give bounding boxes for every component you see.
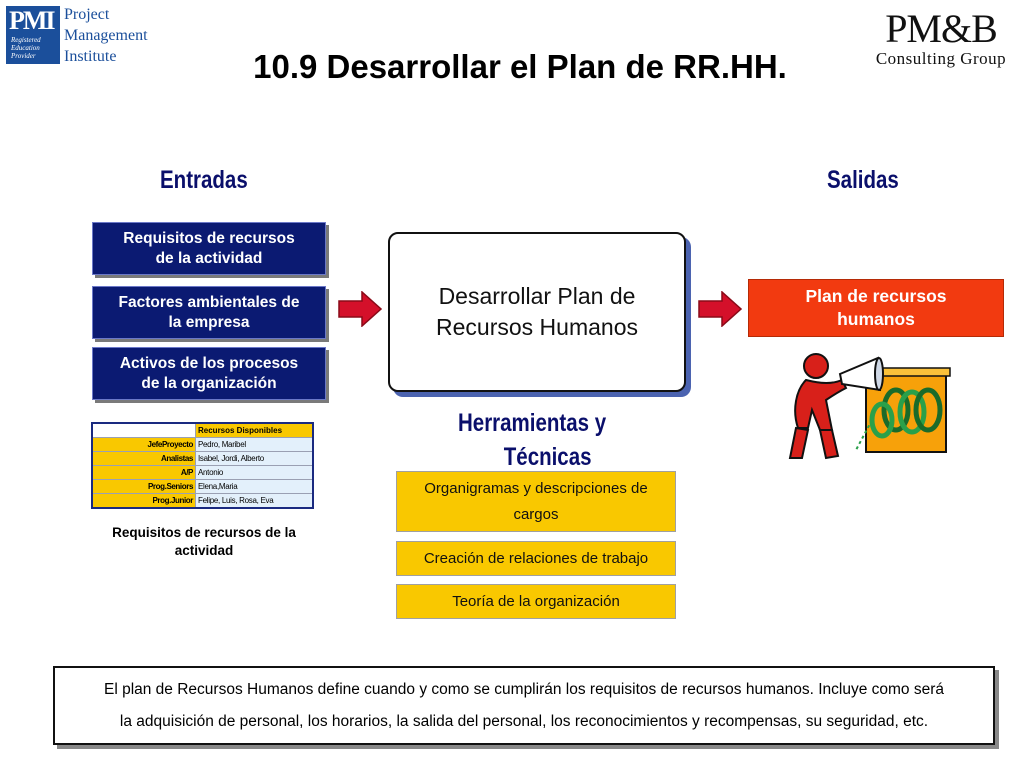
outputs-heading: Salidas bbox=[827, 166, 899, 194]
footer-note bbox=[53, 666, 995, 745]
process-line: Desarrollar Plan de bbox=[438, 283, 636, 309]
table-cell-names: Felipe, Luis, Rosa, Eva bbox=[196, 494, 314, 509]
pmi-reg-line: Registered bbox=[11, 36, 41, 44]
pmi-word: Project bbox=[64, 6, 110, 23]
tool-box-org-theory bbox=[396, 584, 676, 619]
input-box-process-assets bbox=[92, 347, 326, 400]
table-cell-names: Pedro, Maribel bbox=[196, 438, 314, 452]
table-cell-names: Antonio bbox=[196, 466, 314, 480]
pmb-logo-sub: Consulting Group bbox=[875, 49, 1007, 68]
table-cell-role: JefeProyecto bbox=[92, 438, 196, 452]
pmi-registered-text bbox=[11, 36, 41, 60]
pmb-logo bbox=[866, 8, 1016, 72]
tool-box-line: Organigramas y descripciones de bbox=[424, 479, 648, 497]
tools-heading-line: Herramientas y bbox=[458, 409, 607, 437]
table-cell-role: A/P bbox=[92, 466, 196, 480]
tools-heading bbox=[458, 406, 606, 474]
process-box bbox=[388, 232, 686, 392]
input-box-line: de la organización bbox=[141, 374, 277, 392]
pmi-reg-line: Education bbox=[11, 44, 40, 52]
table-row bbox=[92, 452, 313, 466]
tool-box-org-charts bbox=[396, 471, 676, 532]
table-cell-names: Elena,Maria bbox=[196, 480, 314, 494]
table-cell-role: Prog.Junior bbox=[92, 494, 196, 509]
tool-box-networking bbox=[396, 541, 676, 576]
pmi-reg-line: Provider bbox=[11, 52, 36, 60]
input-box-line: Factores ambientales de bbox=[118, 293, 300, 311]
pmi-word: Management bbox=[64, 27, 148, 44]
table-header-cell: Recursos Disponibles bbox=[196, 423, 314, 438]
footer-line: El plan de Recursos Humanos define cuando y como se cumplirán los requisitos de recursos humanos. Incluye como será bbox=[103, 681, 944, 698]
output-box-line: Plan de recursos bbox=[805, 286, 947, 306]
input-arrow-icon bbox=[338, 291, 382, 327]
table-cell-names: Isabel, Jordi, Alberto bbox=[196, 452, 314, 466]
output-box-hr-plan bbox=[748, 279, 1004, 337]
table-row bbox=[92, 480, 313, 494]
input-box-line: la empresa bbox=[168, 313, 250, 331]
tool-box-line: Teoría de la organización bbox=[452, 592, 620, 610]
pmi-logo-mark-text: PMI bbox=[9, 6, 54, 35]
input-box-environmental-factors bbox=[92, 286, 326, 339]
megaphone-person-icon bbox=[786, 350, 956, 462]
table-cell bbox=[92, 423, 196, 438]
process-line: Recursos Humanos bbox=[436, 314, 638, 340]
output-arrow-icon bbox=[698, 291, 742, 327]
footer-line: la adquisición de personal, los horarios, la salida del personal, los reconocimientos y recompensas, su seguridad, etc. bbox=[119, 713, 929, 730]
input-box-line: Activos de los procesos bbox=[119, 354, 299, 372]
table-cell-role: Prog.Seniors bbox=[92, 480, 196, 494]
resource-table bbox=[91, 422, 314, 509]
resource-table-caption bbox=[92, 524, 316, 560]
input-box-line: Requisitos de recursos bbox=[123, 229, 295, 247]
table-row bbox=[92, 438, 313, 452]
page-title: 10.9 Desarrollar el Plan de RR.HH. bbox=[253, 48, 787, 85]
output-box-line: humanos bbox=[837, 309, 915, 329]
pmi-word: Institute bbox=[64, 48, 117, 65]
tools-heading-line: Técnicas bbox=[503, 443, 592, 471]
tool-box-line: cargos bbox=[513, 505, 559, 523]
pmb-logo-name: PM&B bbox=[885, 6, 997, 51]
caption-line: actividad bbox=[174, 543, 234, 558]
tool-box-line: Creación de relaciones de trabajo bbox=[423, 549, 649, 567]
inputs-heading: Entradas bbox=[160, 166, 248, 194]
table-cell-role: Analistas bbox=[92, 452, 196, 466]
table-row bbox=[92, 494, 313, 509]
pmi-logo bbox=[4, 2, 154, 68]
table-row bbox=[92, 423, 313, 438]
input-box-line: de la actividad bbox=[155, 249, 263, 267]
table-row bbox=[92, 466, 313, 480]
pmi-logo-words bbox=[64, 4, 148, 67]
caption-line: Requisitos de recursos de la bbox=[112, 525, 296, 540]
input-box-activity-requirements bbox=[92, 222, 326, 275]
pmi-logo-mark bbox=[6, 6, 60, 64]
